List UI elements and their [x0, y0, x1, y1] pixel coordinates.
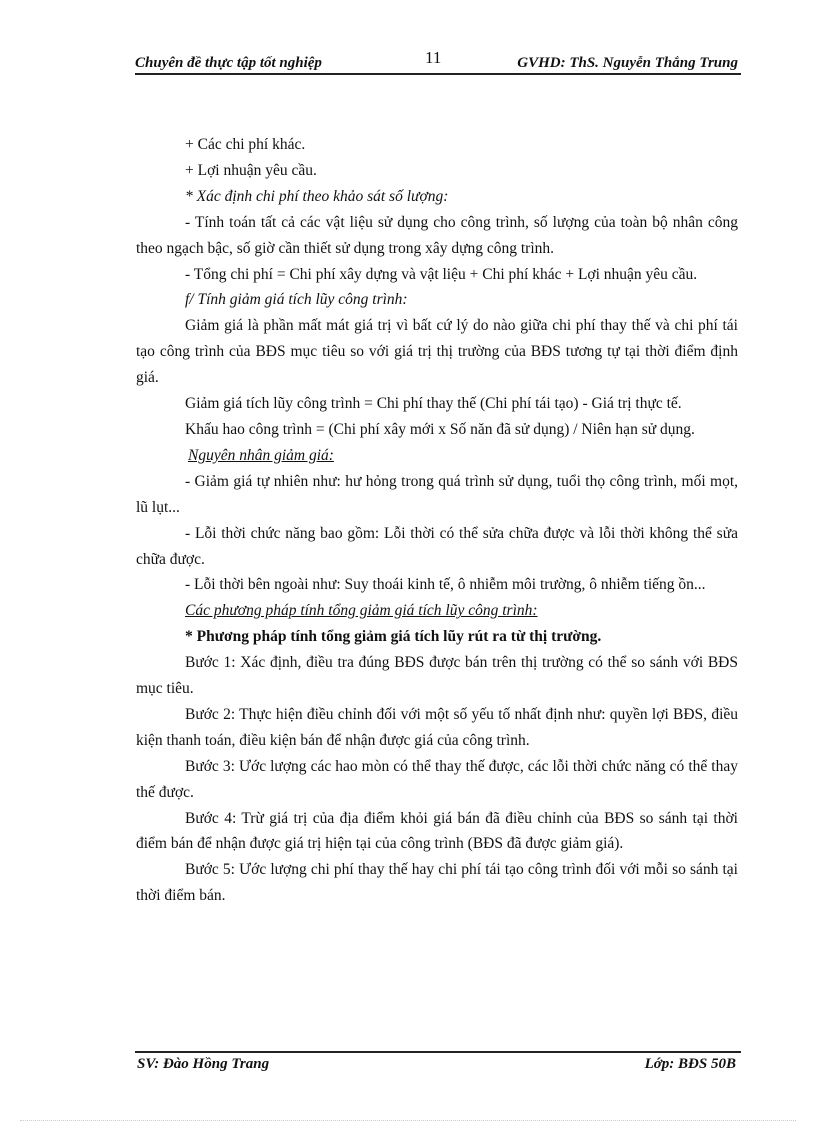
paragraph: Bước 1: Xác định, điều tra đúng BĐS được bán trên thị trường có thể so sánh với BĐS mục tiêu.: [136, 654, 738, 698]
subheading: [136, 443, 738, 469]
page-number: 11: [425, 48, 442, 67]
page-body: [136, 132, 738, 909]
paragraph: - Tổng chi phí = Chi phí xây dựng và vật liệu + Chi phí khác + Lợi nhuận yêu cầu.: [185, 265, 698, 283]
section-heading: f/ Tính giảm giá tích lũy công trình:: [185, 291, 408, 309]
paragraph: - Lỗi thời bên ngoài như: Suy thoái kinh tế, ô nhiễm môi trường, ô nhiễm tiếng ồn...: [185, 576, 706, 594]
header-supervisor: GVHD: ThS. Nguyễn Thắng Trung: [517, 55, 738, 71]
paragraph: + Lợi nhuận yêu cầu.: [185, 161, 317, 179]
page-header: [135, 48, 740, 74]
subheading-text: Các phương pháp tính tổng giảm giá tích lũy công trình:: [185, 602, 538, 620]
footer-class: Lớp: BĐS 50B: [644, 1056, 736, 1072]
paragraph: Giảm giá tích lũy công trình = Chi phí thay thế (Chi phí tái tạo) - Giá trị thực tế.: [185, 395, 682, 413]
paragraph: Bước 3: Ước lượng các hao mòn có thể thay thế được, các lỗi thời chức năng có thể thay thế được.: [136, 757, 738, 801]
paragraph: Bước 2: Thực hiện điều chỉnh đối với một số yếu tố nhất định như: quyền lợi BĐS, điều kiện thanh toán, điều kiện bán để nhận được giá của công trình.: [136, 705, 738, 749]
header-rule: [135, 73, 741, 75]
footer-rule: [135, 1051, 741, 1053]
paragraph: - Tính toán tất cả các vật liệu sử dụng cho công trình, số lượng của toàn bộ nhân công theo ngạch bậc, số giờ cần thiết sử dụng trong xây dựng công trình.: [136, 213, 738, 257]
subheading-text: Nguyên nhân giảm giá:: [188, 446, 334, 464]
paragraph: Giảm giá là phần mất mát giá trị vì bất cứ lý do nào giữa chi phí thay thế và chi phí tái tạo công trình của BĐS mục tiêu so với giá trị thị trường của BĐS tương tự tại thời điểm định giá.: [136, 317, 738, 387]
paragraph: - Giảm giá tự nhiên như: hư hỏng trong quá trình sử dụng, tuổi thọ công trình, mối mọt, lũ lụt...: [136, 472, 738, 516]
subheading: [136, 598, 738, 624]
footer-student: SV: Đào Hồng Trang: [137, 1056, 270, 1072]
paragraph: Bước 4: Trừ giá trị của địa điểm khỏi giá bán đã điều chỉnh của BĐS so sánh tại thời điểm bán để nhận được giá trị hiện tại của công trình (BĐS đã được giảm giá).: [136, 809, 738, 853]
paragraph: + Các chi phí khác.: [185, 136, 306, 153]
paragraph: Bước 5: Ước lượng chi phí thay thế hay chi phí tái tạo công trình đối với mỗi so sánh tại thời điểm bán.: [136, 861, 738, 905]
paragraph: Khấu hao công trình = (Chi phí xây mới x Số năn đã sử dụng) / Niên hạn sử dụng.: [185, 420, 695, 438]
header-thesis-title: Chuyên đề thực tập tốt nghiệp: [135, 55, 322, 71]
method-heading: * Phương pháp tính tổng giảm giá tích lũy rút ra từ thị trường.: [185, 628, 602, 646]
page-footer: [135, 1056, 740, 1078]
subheading: * Xác định chi phí theo khảo sát số lượng:: [185, 187, 449, 205]
page-edge: [20, 1120, 796, 1121]
paragraph: - Lỗi thời chức năng bao gồm: Lỗi thời có thể sửa chữa được và lỗi thời không thể sửa chữa được.: [136, 524, 738, 568]
